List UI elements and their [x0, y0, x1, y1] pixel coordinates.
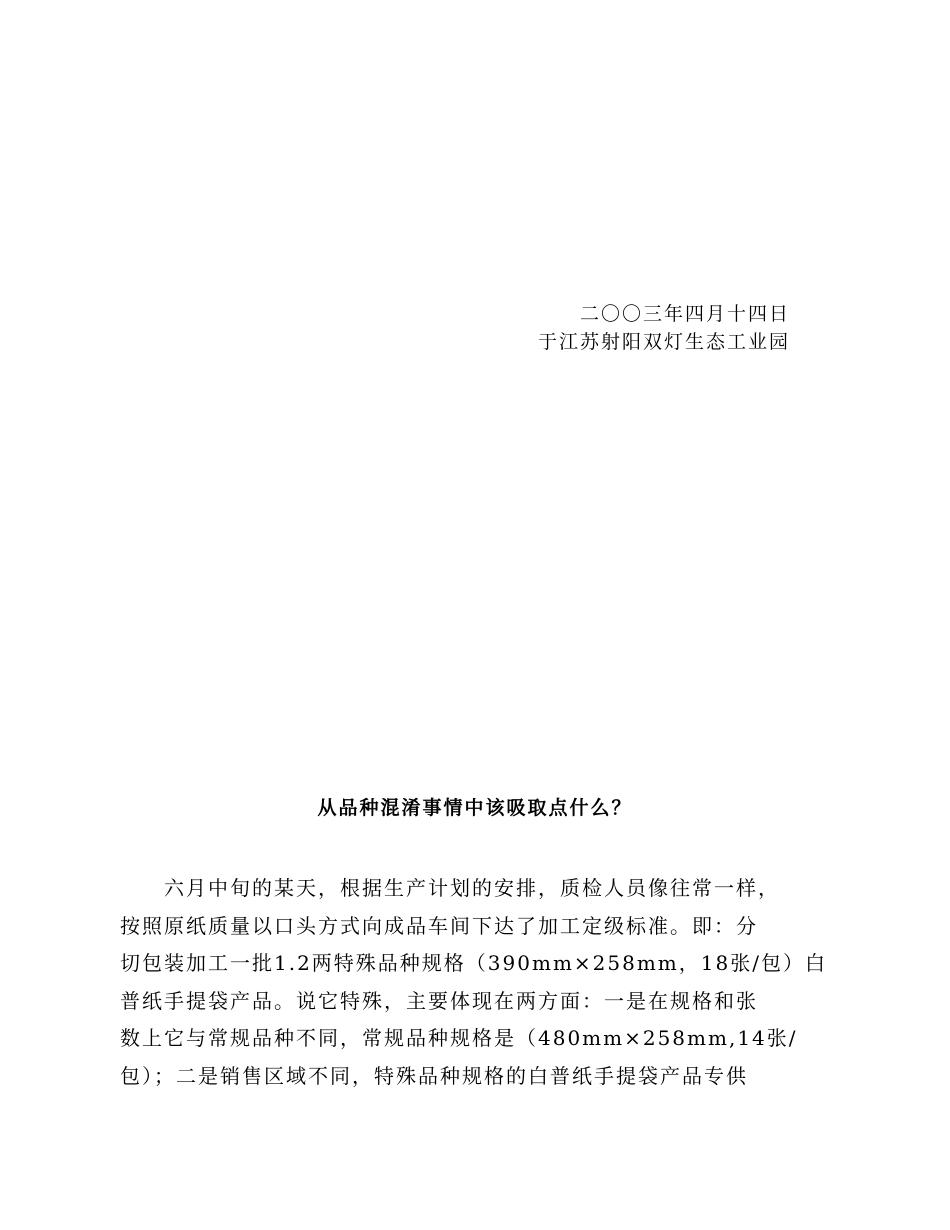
- article-body: [120, 870, 827, 1096]
- paragraph-line: 按照原纸质量以口头方式向成品车间下达了加工定级标准。即：分: [120, 913, 758, 938]
- signature-date: 二〇〇三年四月十四日: [579, 303, 790, 325]
- paragraph-line: 切包装加工一批1.2两特殊品种规格（390mm×258mm，18张/包）白: [120, 951, 827, 976]
- paragraph-line: 六月中旬的某天，根据生产计划的安排，质检人员像往常一样，: [164, 876, 780, 900]
- paragraph-line: 普纸手提袋产品。说它特殊，主要体现在两方面：一是在规格和张: [120, 988, 758, 1013]
- article-title: 从品种混淆事情中该吸取点什么？: [317, 797, 633, 819]
- signature-place: 于江苏射阳双灯生态工业园: [537, 331, 790, 353]
- paragraph-line: 包）；二是销售区域不同，特殊品种规格的白普纸手提袋产品专供: [120, 1063, 748, 1088]
- signature-block: [538, 300, 790, 356]
- paragraph-line: 数上它与常规品种不同，常规品种规格是（480mm×258mm,14张/: [120, 1026, 798, 1051]
